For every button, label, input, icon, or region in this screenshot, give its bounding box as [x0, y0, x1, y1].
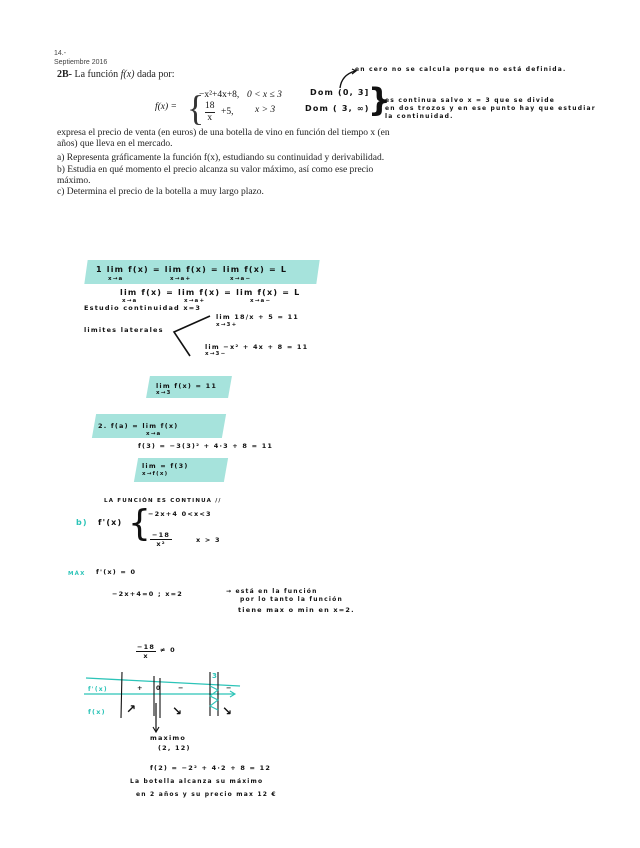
lateral-limits-label: limites laterales	[84, 326, 164, 334]
note-not-defined-at-zero: en cero no se calcula porque no está definida.	[355, 66, 567, 73]
derivative-piece-1: −2x+4 0<x<3	[148, 510, 212, 518]
left-limit: lim −x² + 4x + 8 = 11	[205, 343, 309, 351]
limit-equals-f3: lim = f(3)	[142, 462, 189, 470]
right-brace: }	[368, 81, 391, 119]
sign-zero: 0	[156, 685, 162, 692]
max-label: MÁX	[68, 571, 86, 577]
problem-id: 2B-	[57, 69, 72, 80]
question-c: c) Determina el precio de la botella a muy largo plazo.	[57, 187, 264, 197]
decreasing-arrow-icon-2: ↘	[222, 704, 234, 718]
continuity-condition-2: 2. f(a) = lim f(x)	[98, 422, 179, 430]
maximo-label: maximo	[150, 734, 187, 742]
sign-table-row-f: f(x)	[88, 708, 106, 716]
derivative-piece-2: −18 x²	[152, 531, 171, 548]
down-arrow-icon	[151, 702, 161, 734]
note-max-or-min: tiene max o min en x=2.	[238, 606, 355, 614]
derivative-equals-zero: f'(x) = 0	[96, 568, 137, 576]
second-piece-derivative-nonzero: −18 x	[137, 643, 156, 660]
derivative-piece-2-condition: x > 3	[196, 536, 221, 544]
increasing-arrow-icon: ↗	[126, 702, 138, 716]
question-b-cont: máximo.	[57, 176, 91, 186]
problem-description-line-2: años) que lleva en el mercado.	[57, 139, 173, 149]
domain-piece-1: Dom (0, 3]	[310, 88, 370, 97]
solve-derivative: −2x+4=0 ; x=2	[112, 590, 183, 598]
right-limit: lim 18/x + 5 = 11	[216, 313, 300, 321]
limit-definition-highlight: 1 lim f(x) = lim f(x) = lim f(x) = L	[96, 265, 288, 274]
limit-equals-11: lim f(x) = 11	[156, 382, 218, 390]
brace-note-line-2: en dos trozos y en ese punto hay que estudiar	[385, 105, 596, 112]
problem-number: 14.-	[54, 50, 67, 57]
function-is-continuous: LA FUNCIÓN ES CONTINUA //	[104, 498, 222, 504]
question-a: a) Representa gráficamente la función f(x), estudiando su continuidad y derivabilidad.	[57, 153, 385, 163]
problem-statement-heading: 2B- La función f(x) dada por:	[57, 69, 175, 80]
question-b: b) Estudia en qué momento el precio alcanza su valor máximo, así como ese precio	[57, 165, 374, 175]
derivative-lhs: f'(x)	[98, 518, 123, 527]
conclusion-line-2: en 2 años y su precio max 12 €	[136, 791, 277, 798]
problem-description-line-1: expresa el precio de venta (en euros) de una botella de vino en función del tiempo x (en	[57, 128, 390, 138]
f2-calculation: f(2) = −2² + 4·2 + 8 = 12	[150, 764, 272, 772]
brace: {	[187, 88, 205, 128]
limit-definition: lim f(x) = lim f(x) = lim f(x) = L	[120, 288, 301, 297]
continuity-study-label: Estudio continuidad x=3	[84, 304, 202, 312]
breakpoint-3: 3	[212, 672, 219, 680]
decreasing-arrow-icon: ↘	[172, 704, 184, 718]
conclusion-line-1: La botella alcanza su máximo	[130, 778, 264, 785]
sign-minus-1: −	[178, 684, 185, 692]
derivative-brace: {	[128, 503, 151, 544]
arrow-icon	[335, 66, 359, 90]
brace-note-line-1: es continua salvo x = 3 que se divide	[385, 97, 555, 104]
part-b-label: b)	[76, 518, 88, 527]
note-in-function: → está en la función	[226, 588, 318, 595]
sign-minus-2: −	[226, 684, 233, 692]
f3-calculation: f(3) = −3(3)² + 4·3 + 8 = 11	[138, 442, 274, 450]
maximo-point: (2, 12)	[158, 744, 191, 752]
sign-table-row-fprime: f'(x)	[88, 686, 108, 693]
exam-date: Septiembre 2016	[54, 59, 108, 66]
note-therefore: por lo tanto la función	[240, 596, 343, 603]
sign-plus: +	[137, 684, 144, 692]
domain-piece-2: Dom ( 3, ∞)	[305, 104, 370, 113]
brace-note-line-3: la continuidad.	[385, 113, 454, 120]
